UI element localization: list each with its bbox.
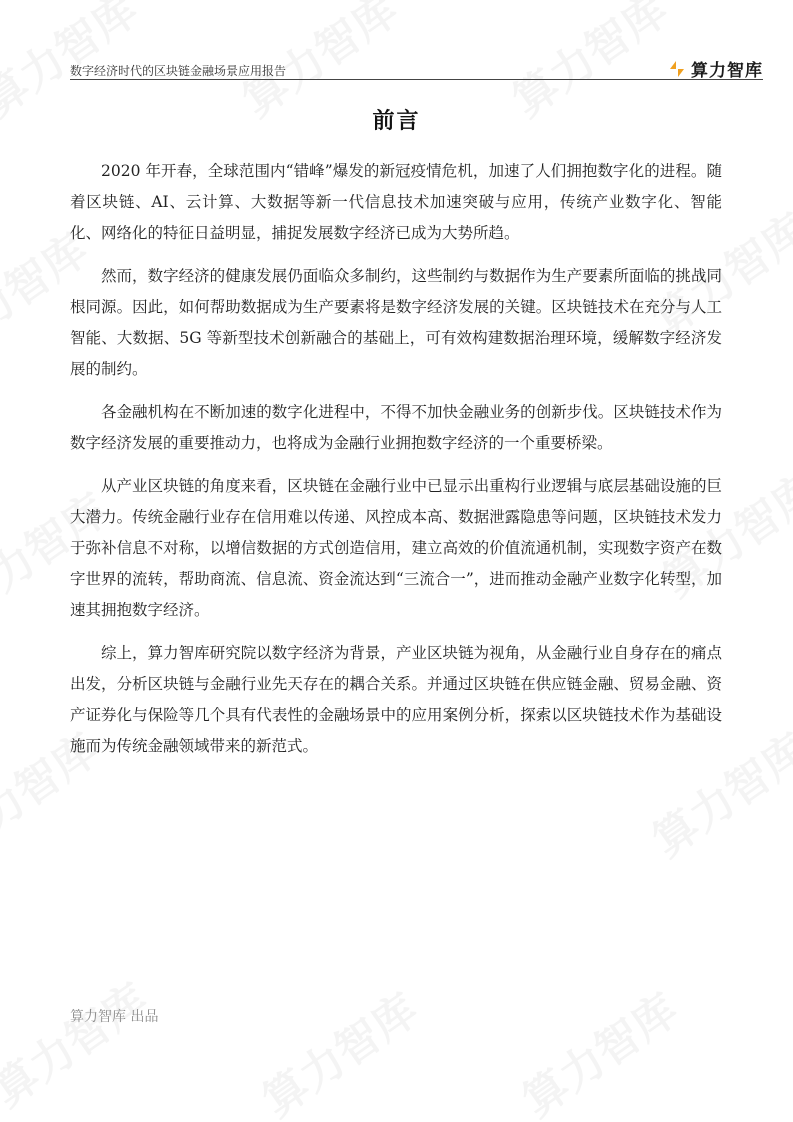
page-title: 前言 bbox=[372, 109, 421, 134]
report-title: 数字经济时代的区块链金融场景应用报告 bbox=[70, 64, 287, 78]
paragraph: 然而，数字经济的健康发展仍面临众多制约，这些制约与数据作为生产要素所面临的挑战同根同源。因此，如何帮助数据成为生产要素将是数字经济发展的关键。区块链技术在充分与人工智能、大数据、5G 等新型技术创新融合的基础上，可有效构建数据治理环境，缓解数字经济发展的制约。 bbox=[70, 267, 722, 378]
footer-brand: 算力智库 出品 bbox=[70, 1009, 159, 1025]
paragraph: 综上，算力智库研究院以数字经济为背景，产业区块链为视角，从金融行业自身存在的痛点出发，分析区块链与金融行业先天存在的耦合关系。并通过区块链在供应链金融、贸易金融、资产证券化与保险等几个具有代表性的金融场景中的应用案例分析，探索以区块链技术作为基础设施而为传统金融领域带来的新范式。 bbox=[70, 644, 722, 755]
header-divider bbox=[70, 79, 763, 80]
watermark bbox=[248, 975, 429, 1122]
watermark bbox=[508, 975, 689, 1122]
page-header bbox=[70, 56, 763, 80]
watermark bbox=[0, 965, 158, 1118]
paragraph: 2020 年开春，全球范围内“错峰”爆发的新冠疫情危机，加速了人们拥抱数字化的进程。随着区块链、AI、云计算、大数据等新一代信息技术加速突破与应用，传统产业数字化、智能化、网络化的特征日益明显，捕捉发展数字经济已成为大势所趋。 bbox=[70, 162, 722, 242]
body-text bbox=[70, 156, 722, 774]
logo-mark-icon bbox=[667, 59, 687, 79]
logo-text: 算力智库 bbox=[691, 61, 763, 81]
paragraph: 从产业区块链的角度来看，区块链在金融行业中已显示出重构行业逻辑与底层基础设施的巨大潜力。传统金融行业存在信用难以传递、风控成本高、数据泄露隐患等问题，区块链技术发力于弥补信息不对称，以增信数据的方式创造信用，建立高效的价值流通机制，实现数字资产在数字世界的流转，帮助商流、信息流、资金流达到“三流合一”，进而推动金融产业数字化转型，加速其拥抱数字经济。 bbox=[70, 477, 722, 619]
paragraph: 各金融机构在不断加速的数字化进程中，不得不加快金融业务的创新步伐。区块链技术作为数字经济发展的重要推动力，也将成为金融行业拥抱数字经济的一个重要桥梁。 bbox=[70, 403, 722, 452]
brand-logo bbox=[667, 56, 763, 81]
